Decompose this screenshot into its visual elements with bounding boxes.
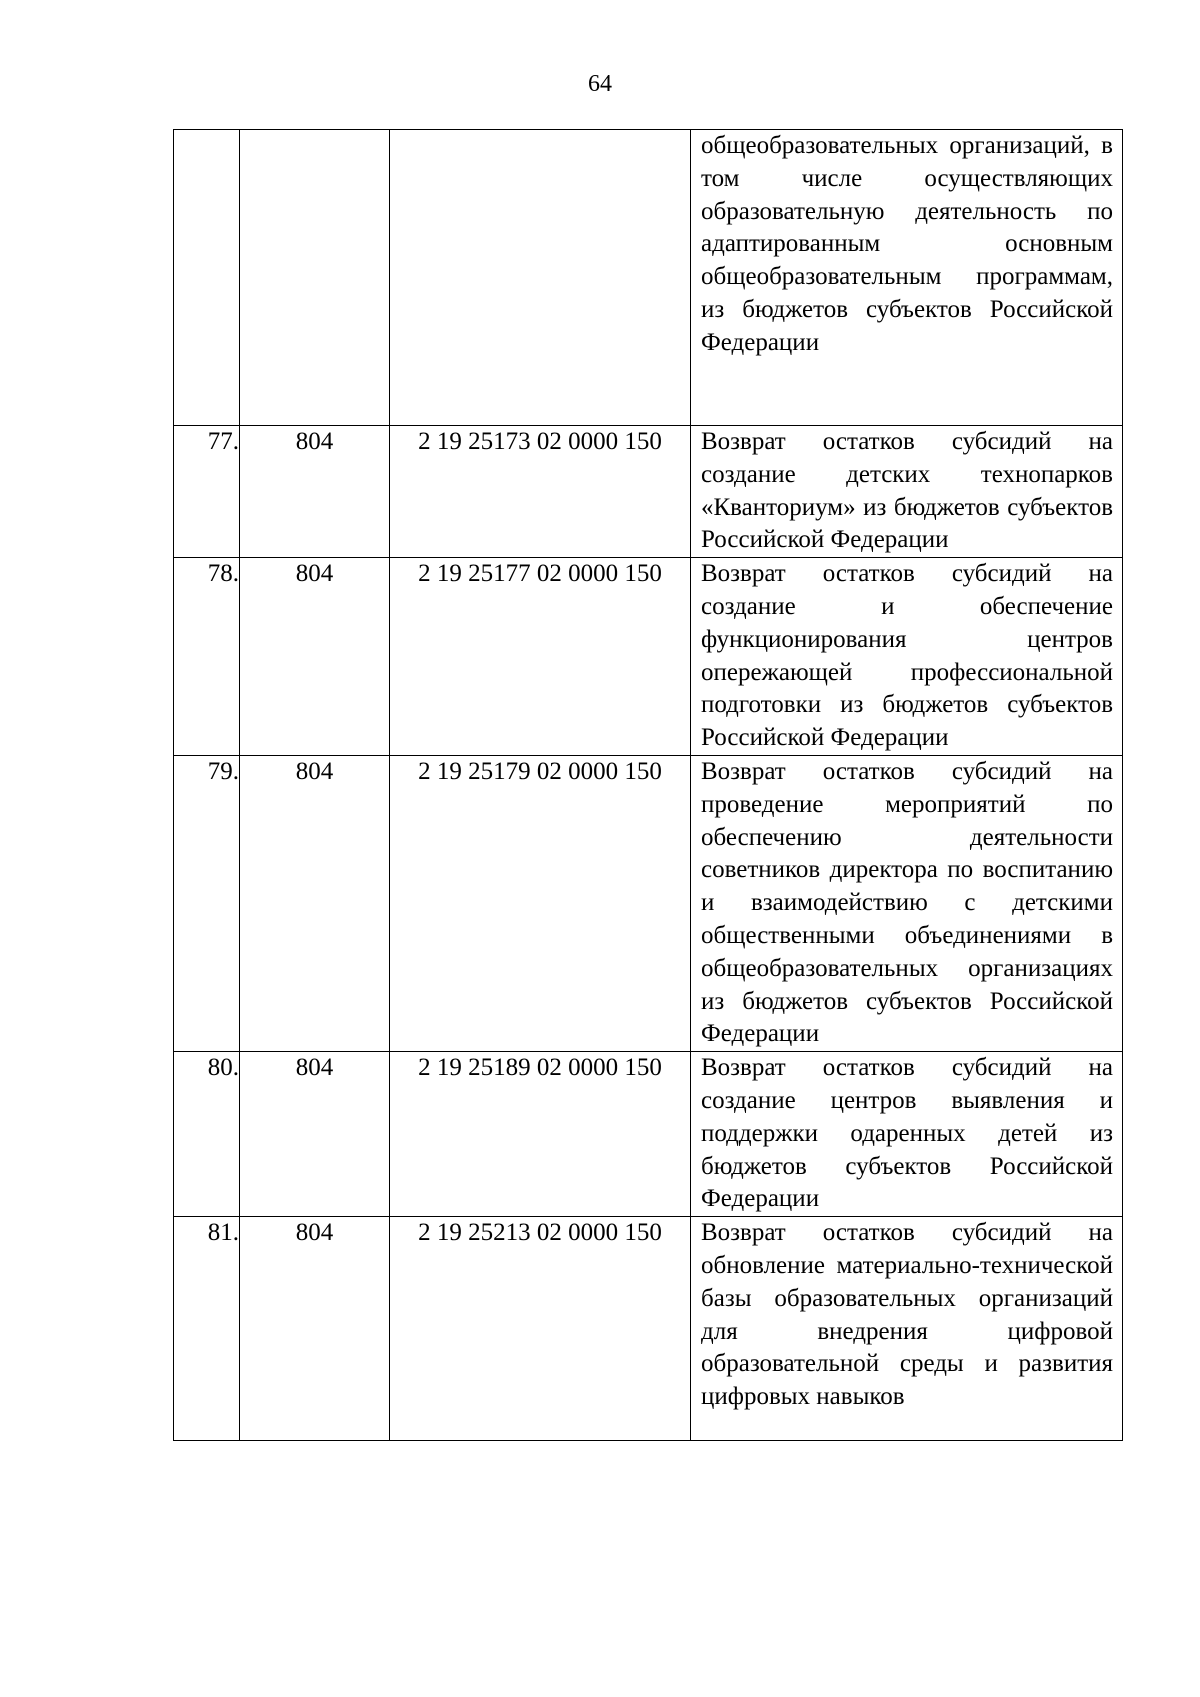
revenue-description: Возврат остатков субсидий на создание центров выявления и поддержки одаренных детей из бюджетов субъектов Российской Федерации — [691, 1052, 1123, 1217]
revenue-description: Возврат остатков субсидий на создание и обеспечение функционирования центров опережающей профессиональной подготовки из бюджетов субъектов Российской Федерации — [691, 558, 1123, 756]
table-row — [174, 130, 1123, 426]
row-number: 81. — [174, 1217, 240, 1441]
revenue-description: Возврат остатков субсидий на проведение мероприятий по обеспечению деятельности советников директора по воспитанию и взаимодействию с детскими общественными объединениями в общеобразовательных организациях из бюджетов субъектов Российской Федерации — [691, 755, 1123, 1051]
revenue-description: Возврат остатков субсидий на создание детских технопарков «Кванториум» из бюджетов субъектов Российской Федерации — [691, 426, 1123, 558]
row-number — [174, 130, 240, 426]
administrator-code — [240, 130, 390, 426]
page-number: 64 — [588, 71, 612, 97]
table-row — [174, 558, 1123, 756]
administrator-code: 804 — [240, 426, 390, 558]
table-row — [174, 1217, 1123, 1441]
row-number: 78. — [174, 558, 240, 756]
administrator-code: 804 — [240, 558, 390, 756]
table-row — [174, 1052, 1123, 1217]
budget-classification-code: 2 19 25177 02 0000 150 — [390, 558, 691, 756]
revenue-description: общеобразовательных организаций, в том числе осуществляющих образовательную деятельность по адаптированным основным общеобразовательным программам, из бюджетов субъектов Российской Федерации — [691, 130, 1123, 426]
budget-classification-code: 2 19 25213 02 0000 150 — [390, 1217, 691, 1441]
budget-classification-code: 2 19 25179 02 0000 150 — [390, 755, 691, 1051]
table-row — [174, 755, 1123, 1051]
budget-classification-code: 2 19 25189 02 0000 150 — [390, 1052, 691, 1217]
administrator-code: 804 — [240, 1217, 390, 1441]
row-number: 80. — [174, 1052, 240, 1217]
budget-classification-code — [390, 130, 691, 426]
budget-codes-table — [173, 129, 1123, 1441]
row-number: 79. — [174, 755, 240, 1051]
revenue-description: Возврат остатков субсидий на обновление материально-технической базы образовательных организаций для внедрения цифровой образовательной среды и развития цифровых навыков — [691, 1217, 1123, 1441]
administrator-code: 804 — [240, 755, 390, 1051]
row-number: 77. — [174, 426, 240, 558]
administrator-code: 804 — [240, 1052, 390, 1217]
budget-classification-code: 2 19 25173 02 0000 150 — [390, 426, 691, 558]
table-row — [174, 426, 1123, 558]
